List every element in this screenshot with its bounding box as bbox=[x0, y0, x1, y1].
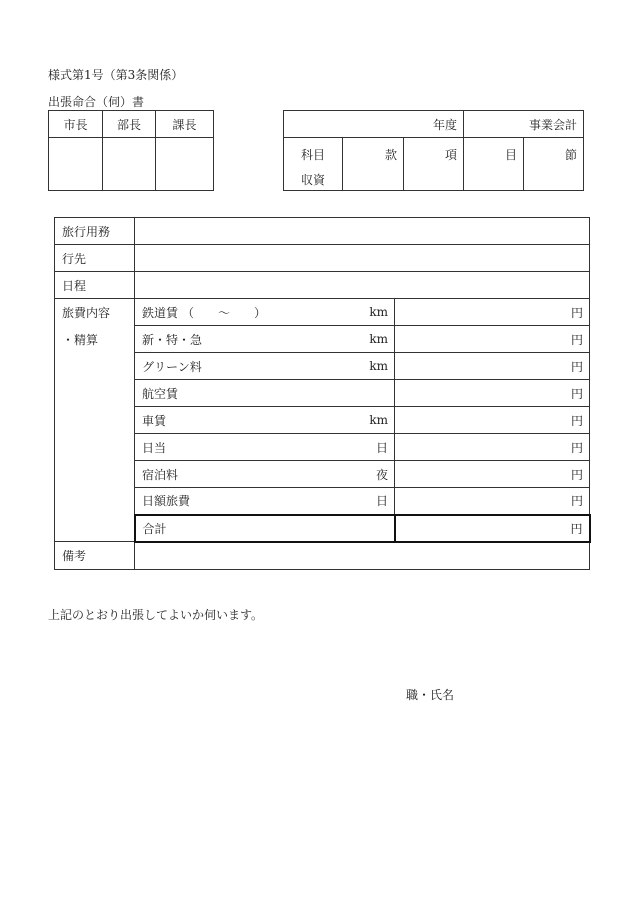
budget-moku-label: 目 bbox=[505, 148, 518, 162]
expense-label-1: 旅費内容 bbox=[62, 306, 111, 320]
approval-stamp-section-chief[interactable] bbox=[156, 138, 214, 191]
approval-table bbox=[48, 110, 214, 191]
yen-label: 円 bbox=[570, 521, 583, 536]
subject-label: 科目 bbox=[300, 148, 325, 162]
yen-label: 円 bbox=[571, 305, 584, 320]
accounting-label: 事業会計 bbox=[529, 117, 578, 132]
budget-kou-label: 項 bbox=[445, 148, 458, 162]
expense-label-2: ・精算 bbox=[62, 333, 99, 347]
approval-header-director: 部長 bbox=[103, 111, 156, 138]
approval-header-mayor: 市長 bbox=[49, 111, 103, 138]
expense-amount-express[interactable] bbox=[395, 326, 590, 353]
total-label: 合計 bbox=[135, 515, 395, 542]
expense-item-label: 航空賃 bbox=[142, 386, 179, 401]
expense-item-green bbox=[135, 353, 335, 380]
accounting-cell[interactable] bbox=[464, 111, 584, 138]
fiscal-year-cell[interactable] bbox=[284, 111, 464, 138]
yen-label: 円 bbox=[571, 440, 584, 455]
budget-setsu-cell[interactable] bbox=[524, 138, 584, 191]
budget-kan-label: 款 bbox=[384, 148, 397, 162]
expense-unit bbox=[335, 380, 395, 407]
expense-unit: 日 bbox=[335, 488, 395, 515]
yen-label: 円 bbox=[571, 467, 584, 482]
destination-field[interactable] bbox=[135, 245, 590, 272]
expense-item-car bbox=[135, 407, 335, 434]
expense-unit: km bbox=[335, 299, 395, 326]
yen-label: 円 bbox=[571, 386, 584, 401]
remarks-label: 備考 bbox=[55, 542, 135, 570]
budget-setsu-label: 節 bbox=[565, 148, 578, 162]
expense-item-airfare bbox=[135, 380, 335, 407]
yen-label: 円 bbox=[571, 359, 584, 374]
expense-amount-car[interactable] bbox=[395, 407, 590, 434]
expense-amount-airfare[interactable] bbox=[395, 380, 590, 407]
approval-stamp-director[interactable] bbox=[103, 138, 156, 191]
subject-cell bbox=[284, 138, 343, 191]
expense-amount-rail[interactable] bbox=[395, 299, 590, 326]
form-number: 様式第1号（第3条関係） bbox=[48, 68, 184, 82]
expense-unit: km bbox=[335, 407, 395, 434]
expense-item-label: 鉄道賃 bbox=[142, 305, 179, 320]
approval-stamp-mayor[interactable] bbox=[49, 138, 103, 191]
yen-label: 円 bbox=[571, 413, 584, 428]
purpose-field[interactable] bbox=[135, 218, 590, 245]
yen-label: 円 bbox=[571, 332, 584, 347]
expense-item-label: グリーン料 bbox=[142, 359, 202, 374]
expense-item-label: 新・特・急 bbox=[142, 332, 203, 347]
budget-kan-cell[interactable] bbox=[343, 138, 404, 191]
expense-unit: km bbox=[335, 326, 395, 353]
expense-unit: km bbox=[335, 353, 395, 380]
expense-item-label: 日額旅費 bbox=[142, 494, 191, 509]
remarks-field[interactable] bbox=[135, 542, 590, 570]
document-title: 出張命合（伺）書 bbox=[48, 95, 145, 109]
expense-item-daily-allowance bbox=[135, 434, 335, 461]
destination-label: 行先 bbox=[55, 245, 135, 272]
travel-details-table bbox=[54, 217, 591, 570]
expense-amount-green[interactable] bbox=[395, 353, 590, 380]
fiscal-year-label: 年度 bbox=[433, 117, 458, 132]
expense-item-label: 日当 bbox=[142, 440, 167, 455]
budget-table bbox=[283, 110, 584, 191]
purpose-label: 旅行用務 bbox=[55, 218, 135, 245]
income-label: 収資 bbox=[300, 173, 325, 187]
expense-item-express bbox=[135, 326, 335, 353]
expense-category-cell bbox=[55, 299, 135, 542]
expense-amount-daily-travel[interactable] bbox=[395, 488, 590, 515]
budget-kou-cell[interactable] bbox=[404, 138, 464, 191]
approval-header-section-chief: 課長 bbox=[156, 111, 214, 138]
expense-item-label: 宿泊料 bbox=[142, 467, 179, 482]
total-amount[interactable] bbox=[395, 515, 590, 542]
request-statement: 上記のとおり出張してよいか伺います。 bbox=[48, 608, 264, 622]
expense-amount-lodging[interactable] bbox=[395, 461, 590, 488]
schedule-field[interactable] bbox=[135, 272, 590, 299]
expense-item-rail bbox=[135, 299, 335, 326]
yen-label: 円 bbox=[571, 494, 584, 509]
expense-item-label: 車賃 bbox=[142, 413, 167, 428]
expense-unit: 日 bbox=[335, 434, 395, 461]
signature-label: 職・氏名 bbox=[406, 688, 455, 702]
expense-amount-daily-allowance[interactable] bbox=[395, 434, 590, 461]
schedule-label: 日程 bbox=[55, 272, 135, 299]
expense-unit: 夜 bbox=[335, 461, 395, 488]
budget-moku-cell[interactable] bbox=[464, 138, 524, 191]
expense-item-lodging bbox=[135, 461, 335, 488]
expense-item-daily-travel bbox=[135, 488, 335, 515]
rail-range: （ ～ ） bbox=[182, 305, 267, 320]
